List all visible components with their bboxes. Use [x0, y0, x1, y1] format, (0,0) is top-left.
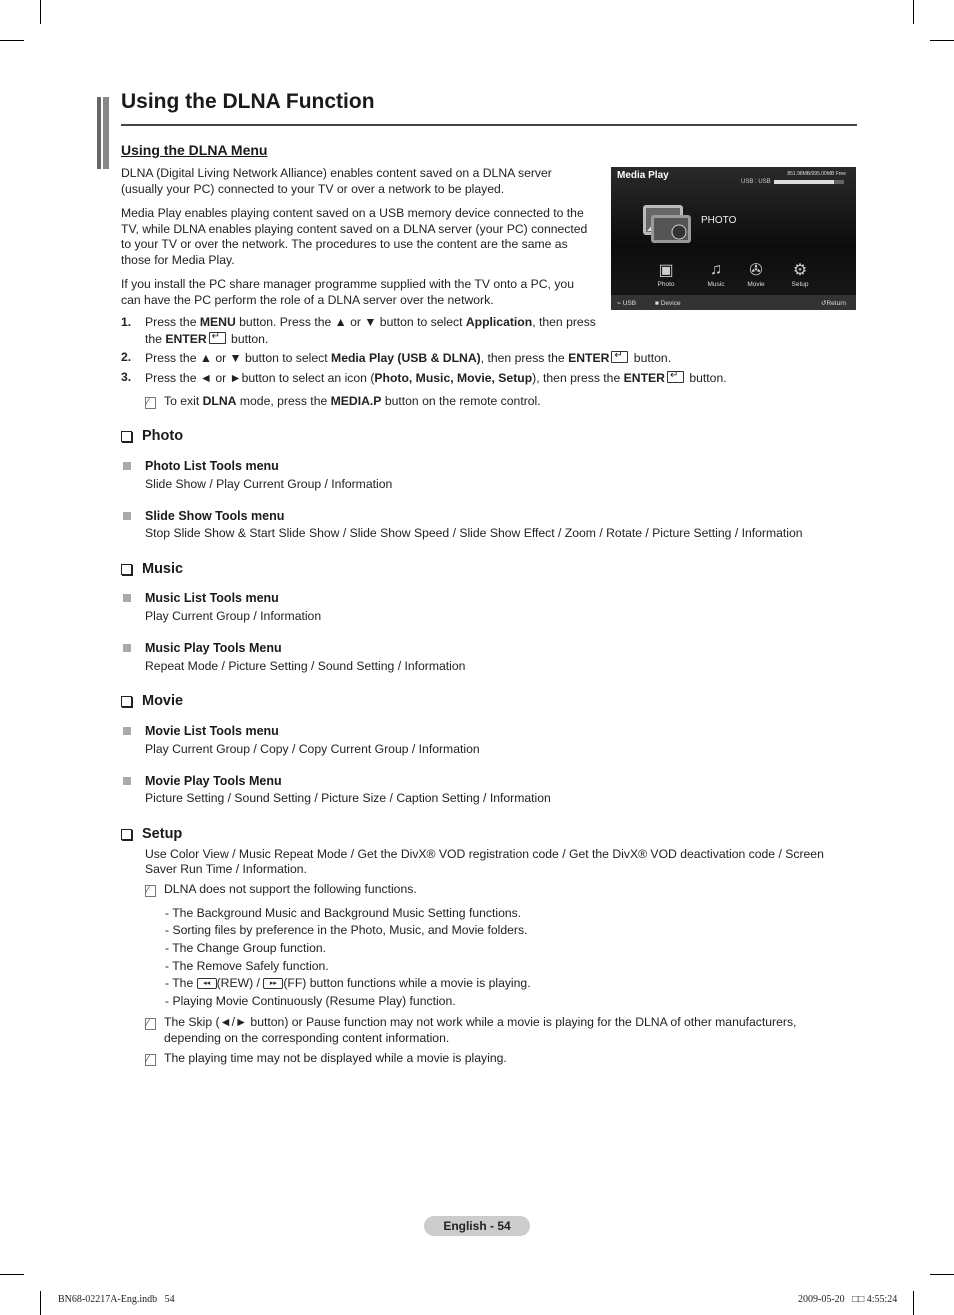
header-bar	[103, 97, 109, 169]
dash-item: - Sorting files by preference in the Photo, Music, and Movie folders.	[165, 923, 528, 937]
photo-large-icon	[641, 205, 693, 245]
tv-footer-usb	[617, 299, 636, 307]
section-photo-title: Photo	[121, 428, 183, 444]
page-title: Using the DLNA Function	[121, 90, 375, 113]
intro-paragraph: DLNA (Digital Living Network Alliance) enables content saved on a DLNA server (usually your PC) connected to your TV or over a network to be played.	[121, 166, 552, 196]
crop-mark	[0, 40, 24, 41]
gear-icon: ⚙	[792, 262, 808, 279]
checkbox-icon	[121, 564, 132, 575]
tv-icon-setup[interactable]	[785, 259, 815, 288]
tv-icon-label: Photo	[657, 281, 675, 288]
note-icon	[145, 885, 156, 897]
section-movie-title: Movie	[121, 693, 183, 709]
menu-text: Repeat Mode / Picture Setting / Sound Setting / Information	[145, 659, 466, 673]
tv-icon-label: Music	[707, 281, 725, 288]
note-icon	[145, 1018, 156, 1030]
menu-text: Stop Slide Show & Start Slide Show / Slide Show Speed / Slide Show Effect / Zoom / Rotate / Picture Setting / Information	[145, 526, 803, 540]
note-icon	[145, 397, 156, 409]
step-number: 2.	[121, 350, 132, 364]
setup-text: Saver Run Time / Information.	[145, 862, 307, 876]
tv-footer-usb-label: USB	[622, 300, 637, 307]
intro-paragraph: If you install the PC share manager programme supplied with the TV onto a PC, you can have the PC perform the role of a DLNA server over the network.	[121, 277, 574, 307]
fast-forward-icon: ▸▸	[263, 978, 283, 989]
dash-item: - The ◂◂ (REW) / ▸▸ (FF) button functions while a movie is playing.	[165, 976, 531, 990]
checkbox-icon	[121, 431, 132, 442]
dash-item: - The Change Group function.	[165, 941, 327, 955]
menu-heading: Photo List Tools menu	[145, 459, 279, 473]
dash-item: - The Remove Safely function.	[165, 959, 329, 973]
bullet-square	[123, 727, 131, 735]
menu-heading: Movie List Tools menu	[145, 724, 279, 738]
return-icon: ↺	[821, 300, 827, 307]
tv-footer-return-label: Return	[826, 300, 846, 307]
bullet-square	[123, 462, 131, 470]
tv-photo-label: PHOTO	[701, 215, 737, 226]
crop-mark	[930, 40, 954, 41]
step-1	[121, 315, 601, 347]
tv-footer-device-label: Device	[660, 300, 681, 307]
menu-heading: Movie Play Tools Menu	[145, 774, 282, 788]
dash-item: - Playing Movie Continuously (Resume Play) function.	[165, 994, 456, 1008]
film-reel-icon: ✇	[749, 262, 763, 279]
tv-icon-movie[interactable]	[741, 259, 771, 288]
crop-mark	[913, 0, 914, 24]
section-music-title: Music	[121, 561, 183, 577]
tv-icon-music[interactable]	[701, 259, 731, 288]
bullet-square	[123, 644, 131, 652]
checkbox-icon	[121, 696, 132, 707]
photo-icon: ▣	[658, 262, 674, 279]
rewind-icon: ◂◂	[197, 978, 217, 989]
tv-footer-return	[821, 299, 846, 307]
intro-paragraph: Media Play enables playing content saved on a USB memory device connected to the TV, while DLNA enables playing content saved on a DLNA server (your PC) connected to your TV or over the network. The procedures to use the content are the same as those for Media Play.	[121, 206, 588, 267]
media-play-screenshot	[611, 167, 856, 310]
tv-usb-label: USB : USB	[741, 179, 771, 185]
enter-icon	[209, 332, 226, 344]
menu-text: Play Current Group / Copy / Copy Current Group / Information	[145, 742, 480, 756]
bullet-square	[123, 512, 131, 520]
page-number: English - 54	[424, 1216, 530, 1236]
setup-note: ∕ The Skip (◄/► button) or Pause function may not work while a movie is playing for the DLNA of other manufacturers, depending on the corresponding content information.	[145, 1015, 825, 1047]
crop-mark	[913, 1291, 914, 1315]
tv-free-space: 851.98MB/995.00MB Free	[787, 171, 846, 177]
title-rule	[121, 124, 857, 126]
note-icon	[145, 1054, 156, 1066]
section-subtitle: Using the DLNA Menu	[121, 142, 268, 158]
tv-icon-photo[interactable]	[651, 259, 681, 288]
menu-text: Picture Setting / Sound Setting / Picture Size / Caption Setting / Information	[145, 791, 551, 805]
enter-icon	[667, 371, 684, 383]
music-icon: ♫	[710, 261, 722, 278]
tv-footer	[611, 295, 856, 310]
menu-text: Play Current Group / Information	[145, 609, 322, 623]
tv-icon-label: Movie	[747, 281, 765, 288]
menu-text: Slide Show / Play Current Group / Information	[145, 477, 393, 491]
step-number: 3.	[121, 370, 132, 384]
menu-heading: Music List Tools menu	[145, 591, 279, 605]
step-number: 1.	[121, 315, 132, 329]
step-text: Press the ▲ or ▼ button to select Media Play (USB & DLNA), then press the ENTER↵ button.	[145, 350, 671, 367]
menu-heading: Music Play Tools Menu	[145, 641, 282, 655]
crop-mark	[0, 1274, 24, 1275]
crop-mark	[930, 1274, 954, 1275]
footer-file: BN68-02217A-Eng.indb 54	[58, 1294, 175, 1305]
tv-usage-bar	[774, 180, 844, 184]
step-text: Press the MENU button. Press the ▲ or ▼ button to select Application, then press the ENTER↵ button.	[145, 315, 596, 347]
setup-text: Use Color View / Music Repeat Mode / Get the DivX® VOD registration code / Get the DivX® VOD deactivation code / Screen	[145, 847, 824, 861]
tv-footer-device	[655, 300, 681, 307]
menu-heading: Slide Show Tools menu	[145, 509, 285, 523]
enter-icon	[611, 351, 628, 363]
tv-usage-fill	[774, 180, 834, 184]
dash-item: - The Background Music and Background Music Setting functions.	[165, 906, 522, 920]
step-text: Press the ◄ or ►button to select an icon (Photo, Music, Movie, Setup), then press the ENTER↵ button.	[145, 370, 727, 387]
usb-icon: ⌁	[617, 300, 621, 307]
tv-icon-label: Setup	[791, 281, 809, 288]
tv-title: Media Play	[617, 170, 669, 181]
checkbox-icon	[121, 829, 132, 840]
crop-mark	[40, 1291, 41, 1315]
footer-timestamp: 2009-05-20 □□ 4:55:24	[798, 1294, 898, 1305]
header-bar	[97, 97, 101, 169]
square-icon: ■	[655, 300, 659, 307]
section-setup-title: Setup	[121, 826, 182, 842]
crop-mark	[40, 0, 41, 24]
bullet-square	[123, 594, 131, 602]
bullet-square	[123, 777, 131, 785]
